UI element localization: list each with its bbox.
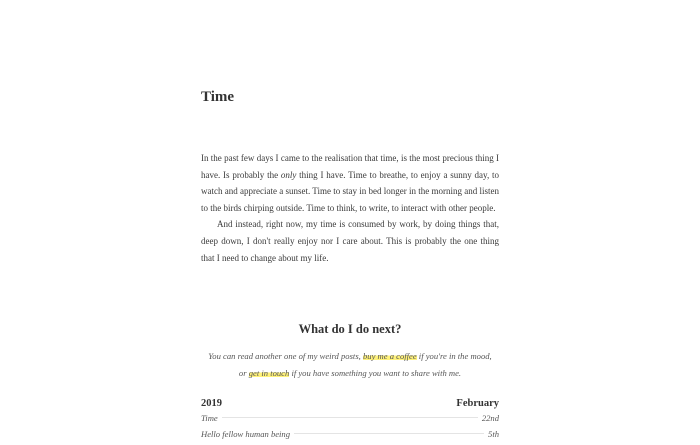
next-text-part: or bbox=[238, 368, 249, 378]
post-body bbox=[201, 150, 499, 266]
emphasis-text: only bbox=[280, 169, 297, 180]
archive-entry[interactable] bbox=[201, 429, 499, 445]
next-text-part: if you have something you want to share with me. bbox=[289, 368, 462, 378]
next-section-text bbox=[196, 348, 504, 382]
post-title: Time bbox=[201, 89, 235, 105]
next-text-part: You can read another one of my weird posts, bbox=[208, 351, 363, 361]
archive-header bbox=[201, 398, 499, 409]
next-section-title: What do I do next? bbox=[298, 322, 402, 336]
archive-entry-day: 5th bbox=[488, 429, 499, 439]
leader-line bbox=[294, 433, 484, 434]
post-paragraph-2: And instead, right now, my time is consumed by work, by doing things that, deep down, I don't really enjoy nor I care about. This is probably the one thing that I need to change about my life. bbox=[201, 219, 499, 263]
get-in-touch-link[interactable]: get in touch bbox=[248, 368, 290, 378]
archive-entry-day: 22nd bbox=[481, 413, 499, 423]
next-text-part: if you're in the mood, bbox=[416, 351, 492, 361]
archive-year: 2019 bbox=[201, 398, 222, 409]
paragraph-text: thing I have. Time to breathe, to enjoy a sunny day, to watch and appreciate a sunset. Time to stay in bed longer in the morning and listen to the birds chirping outside. Time to think, to write, to interact with other people. bbox=[201, 169, 499, 213]
archive-entry[interactable] bbox=[201, 413, 499, 429]
leader-line bbox=[222, 417, 478, 418]
archive-entry-title[interactable]: Time bbox=[201, 413, 218, 423]
archive-entry-title[interactable]: Hello fellow human being bbox=[201, 429, 291, 439]
post-paragraph-1 bbox=[201, 150, 499, 216]
buy-me-a-coffee-link[interactable]: buy me a coffee bbox=[362, 351, 417, 361]
paragraph-text: In the past few days I came to the realisation that time, is the most precious thing I have. Is probably the bbox=[201, 153, 499, 180]
archive-month: February bbox=[456, 398, 499, 409]
